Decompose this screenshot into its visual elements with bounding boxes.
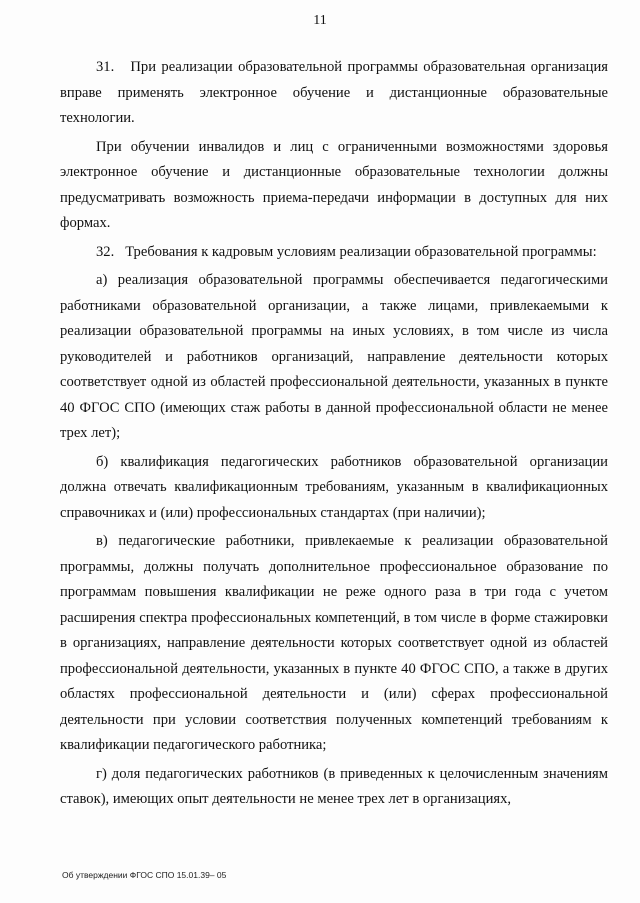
paragraph-32-g: г) доля педагогических работников (в приведенных к целочисленным значениям ставок), имеющих опыт деятельности не менее трех лет в организациях,: [60, 765, 608, 807]
page-footer: Об утверждении ФГОС СПО 15.01.39– 05: [62, 870, 227, 880]
paragraph-32-b: б) квалификация педагогических работников образовательной организации должна отвечать квалификационным требованиям, указанным в квалификационных справочниках и (или) профессиональных стандартах (при наличии);: [60, 453, 608, 521]
page-number: 11: [313, 13, 327, 28]
paragraph-32: 32. Требования к кадровым условиям реализации образовательной программы:: [96, 243, 597, 260]
paragraph-32-a: а) реализация образовательной программы обеспечивается педагогическими работниками образовательной организации, а также лицами, привлекаемыми к реализации образовательной программы на иных условиях, в том числе из числа руководителей и работников организаций, направление деятельности которых соответствует одной из областей профессиональной деятельности, указанных в пункте 40 ФГОС СПО (имеющих стаж работы в данной профессиональной области не менее трех лет);: [60, 272, 608, 441]
paragraph-32-v: в) педагогические работники, привлекаемые к реализации образовательной программы, должны получать дополнительное профессиональное образование по программам повышения квалификации не реже одного раза в три года с учетом расширения спектра профессиональных компетенций, в том числе в форме стажировки в организациях, направление деятельности которых соответствует одной из областей профессиональной деятельности, указанных в пункте 40 ФГОС СПО, а также в других областях профессиональной деятельности и (или) сферах профессиональной деятельности при условии соответствия полученных компетенций требованиям к квалификации педагогического работника;: [60, 533, 608, 753]
document-body: [60, 55, 608, 816]
paragraph-31: 31. При реализации образовательной программы образовательная организация вправе применять электронное обучение и дистанционные образовательные технологии.: [60, 59, 608, 126]
paragraph-disabled-learners: При обучении инвалидов и лиц с ограниченными возможностями здоровья электронное обучение и дистанционные образовательные технологии должны предусматривать возможность приема-передачи информации в доступных для них формах.: [60, 138, 608, 231]
